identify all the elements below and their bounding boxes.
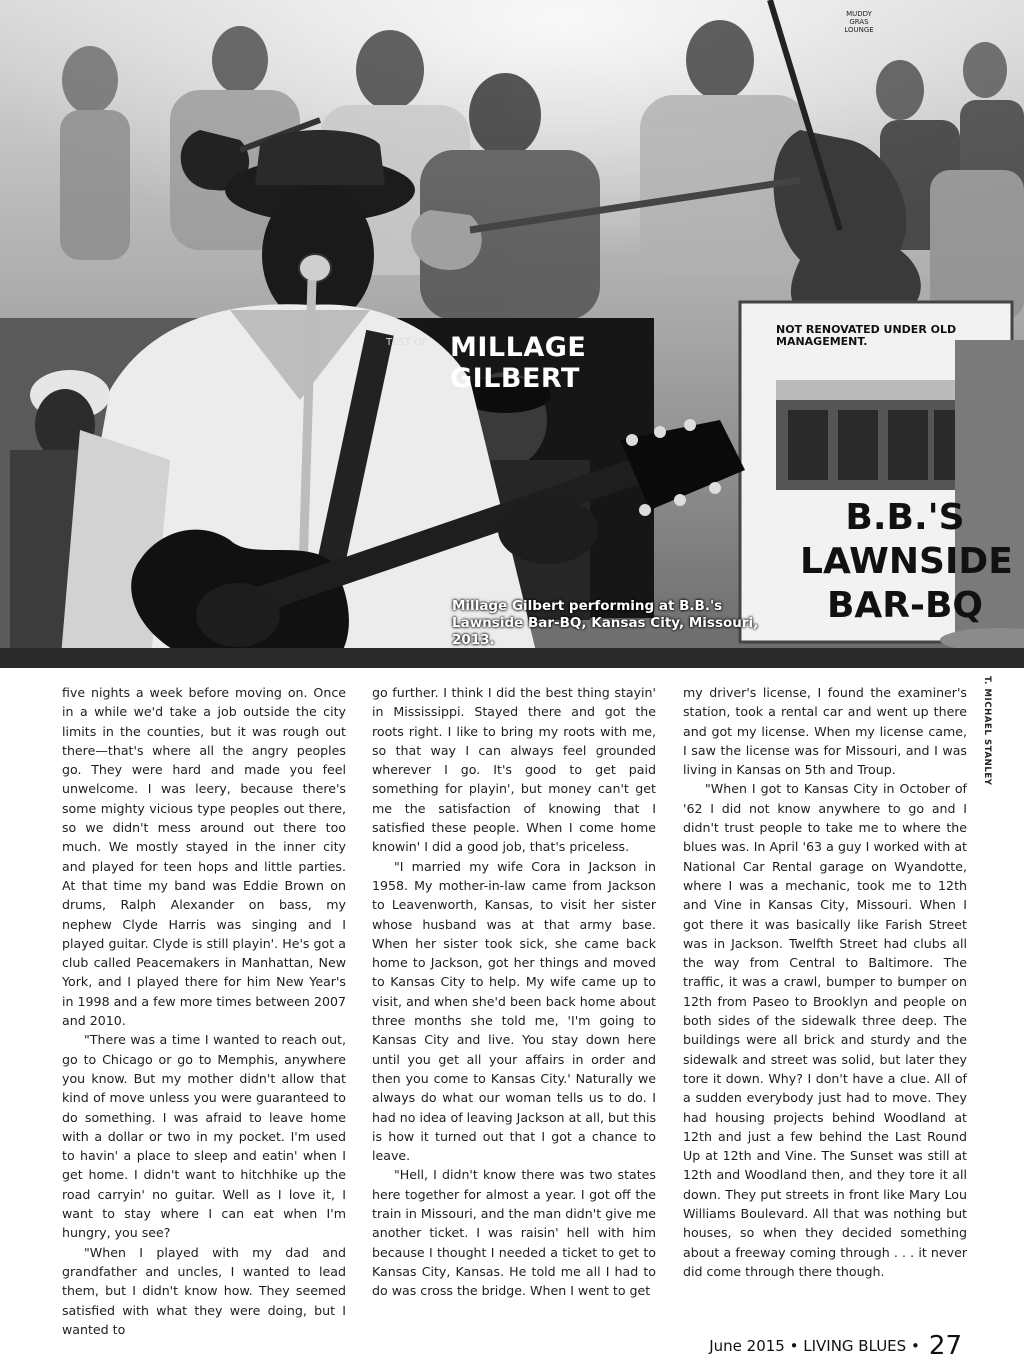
mural-sign-text: MUDDY GRAS LOUNGE xyxy=(844,10,874,34)
paragraph: my driver's license, I found the examiner's station, took a rental car and went up there and got my license. When my license came, I saw the license was for Missouri, and I was living in Kansas on 5th and Troup. xyxy=(683,685,967,778)
millage-gilbert-poster xyxy=(372,318,654,618)
poster-bb-tagline: NOT RENOVATED UNDER OLD MANAGEMENT. xyxy=(776,323,957,348)
text-column-2 xyxy=(372,683,656,1301)
bb-lawnside-poster xyxy=(740,302,1012,642)
paragraph: go further. I think I did the best thing stayin' in Mississippi. Stayed there and got the roots right. I like to bring my roots with me, so that way I can always feel grounded wherever I go. It's good to get paid something for playin', but money can't get me the satisfaction of knowing that I satisfied these people. When I come home knowin' I did a good job, that's priceless. xyxy=(372,685,656,855)
photo-caption: Millage Gilbert performing at B.B.'s Lawnside Bar-BQ, Kansas City, Missouri, 2013. xyxy=(452,598,759,648)
paragraph: "There was a time I wanted to reach out, go to Chicago or go to Memphis, anywhere you know. But my mother didn't allow that kind of move unless you were guaranteed to do something. I was afraid to leave home with a dollar or two in my pocket. I'm used to havin' a place to sleep and eatin' when I get home. I didn't want to hitchhike up the road carryin' no guitar. Well as I love it, I want to stay where I can eat when I'm hungry, you see? xyxy=(62,1032,346,1241)
paragraph: "When I played with my dad and grandfather and uncles, I wanted to lead them, but I didn't know how. They seemed satisfied with what they were doing, but I wanted to xyxy=(62,1244,346,1337)
page-footer xyxy=(709,1331,962,1361)
poster-title: MILLAGE GILBERT xyxy=(450,332,587,394)
page-number: 27 xyxy=(928,1331,962,1361)
paragraph: "Hell, I didn't know there was two states here together for almost a year. I got off the train in Missouri, and the man didn't give me another ticket. I was raisin' hell with him because I thought I needed a ticket to get to Kansas City, Kansas. He told me all I had to do was cross the bridge. When I went to get xyxy=(372,1167,656,1299)
paragraph: five nights a week before moving on. Once in a while we'd take a job outside the city limits in the counties, but it was rough out there—that's where all the angry peoples go. They were hard and made you feel unwelcome. I was leery, because there's some mighty vicious type peoples out there, so we didn't mess around out there too much. We mostly stayed in the inner city and played for teen hops and little parties. At that time my band was Eddie Brown on drums, Ralph Alexander on bass, my nephew Clyde Harris was singing and I played guitar. Clyde is still playin'. He's got a club called Peacemakers in Manhattan, New York, and I played there for him New Year's in 1998 and a few more times between 2007 and 2010. xyxy=(62,685,346,1029)
poster-small-text: TEST OF xyxy=(386,337,428,348)
poster-bb-name: B.B.'S LAWNSIDE BAR-BQ xyxy=(800,497,1013,626)
photo-credit xyxy=(980,676,994,796)
paragraph: "When I got to Kansas City in October of '62 I did not know anywhere to go and I didn't trust people to take me to where the blues was. In April '63 a guy I worked with at National Car Rental garage on Wyandotte, where I was a mechanic, took me to 12th and Vine in Kansas City, Missouri. When I got there it was basically like Farish Street was in Jackson. Twelfth Street had clubs all the way from Central to Baltimore. The traffic, it was a crawl, bumper to bumper on 12th from Paseo to Brooklyn and people on both sides of the sidewalk three deep. The buildings were all brick and sturdy and the sidewalk and street was solid, but later they tore it down. Why? I don't have a clue. All of a sudden everybody just had to move. They had housing projects behind Woodland at 12th and just a few behind the Last Round Up at 12th and Vine. The Sunset was still at 12th and Woodland then, and they tore it all down. They put streets in front like Mary Lou Williams Boulevard. All that was nothing but houses, so when they decided something about a freeway coming through . . . it never did come through there though. xyxy=(683,781,967,1279)
photo-credit-text: T. MICHAEL STANLEY xyxy=(982,676,992,786)
issue-label: June 2015 • LIVING BLUES • xyxy=(709,1337,920,1355)
paragraph: "I married my wife Cora in Jackson in 1958. My mother-in-law came from Jackson to Leavenworth, Kansas, to visit her sister whose husband was at that army base. When her sister took sick, she came back home to Jackson, got her things and moved to Kansas City to help. My wife came up to visit, and when she'd been back home about three months she told me, 'I'm going to Kansas City and live. You stay down here until you get all your affairs in order and then you come to Kansas City.' Naturally we always do what our woman tells us to do. I had no idea of leaving Jackson at all, but this is how it turned out that I got a chance to leave. xyxy=(372,858,656,1164)
feature-photo xyxy=(0,0,1024,668)
text-column-1 xyxy=(62,683,346,1339)
text-column-3 xyxy=(683,683,967,1281)
